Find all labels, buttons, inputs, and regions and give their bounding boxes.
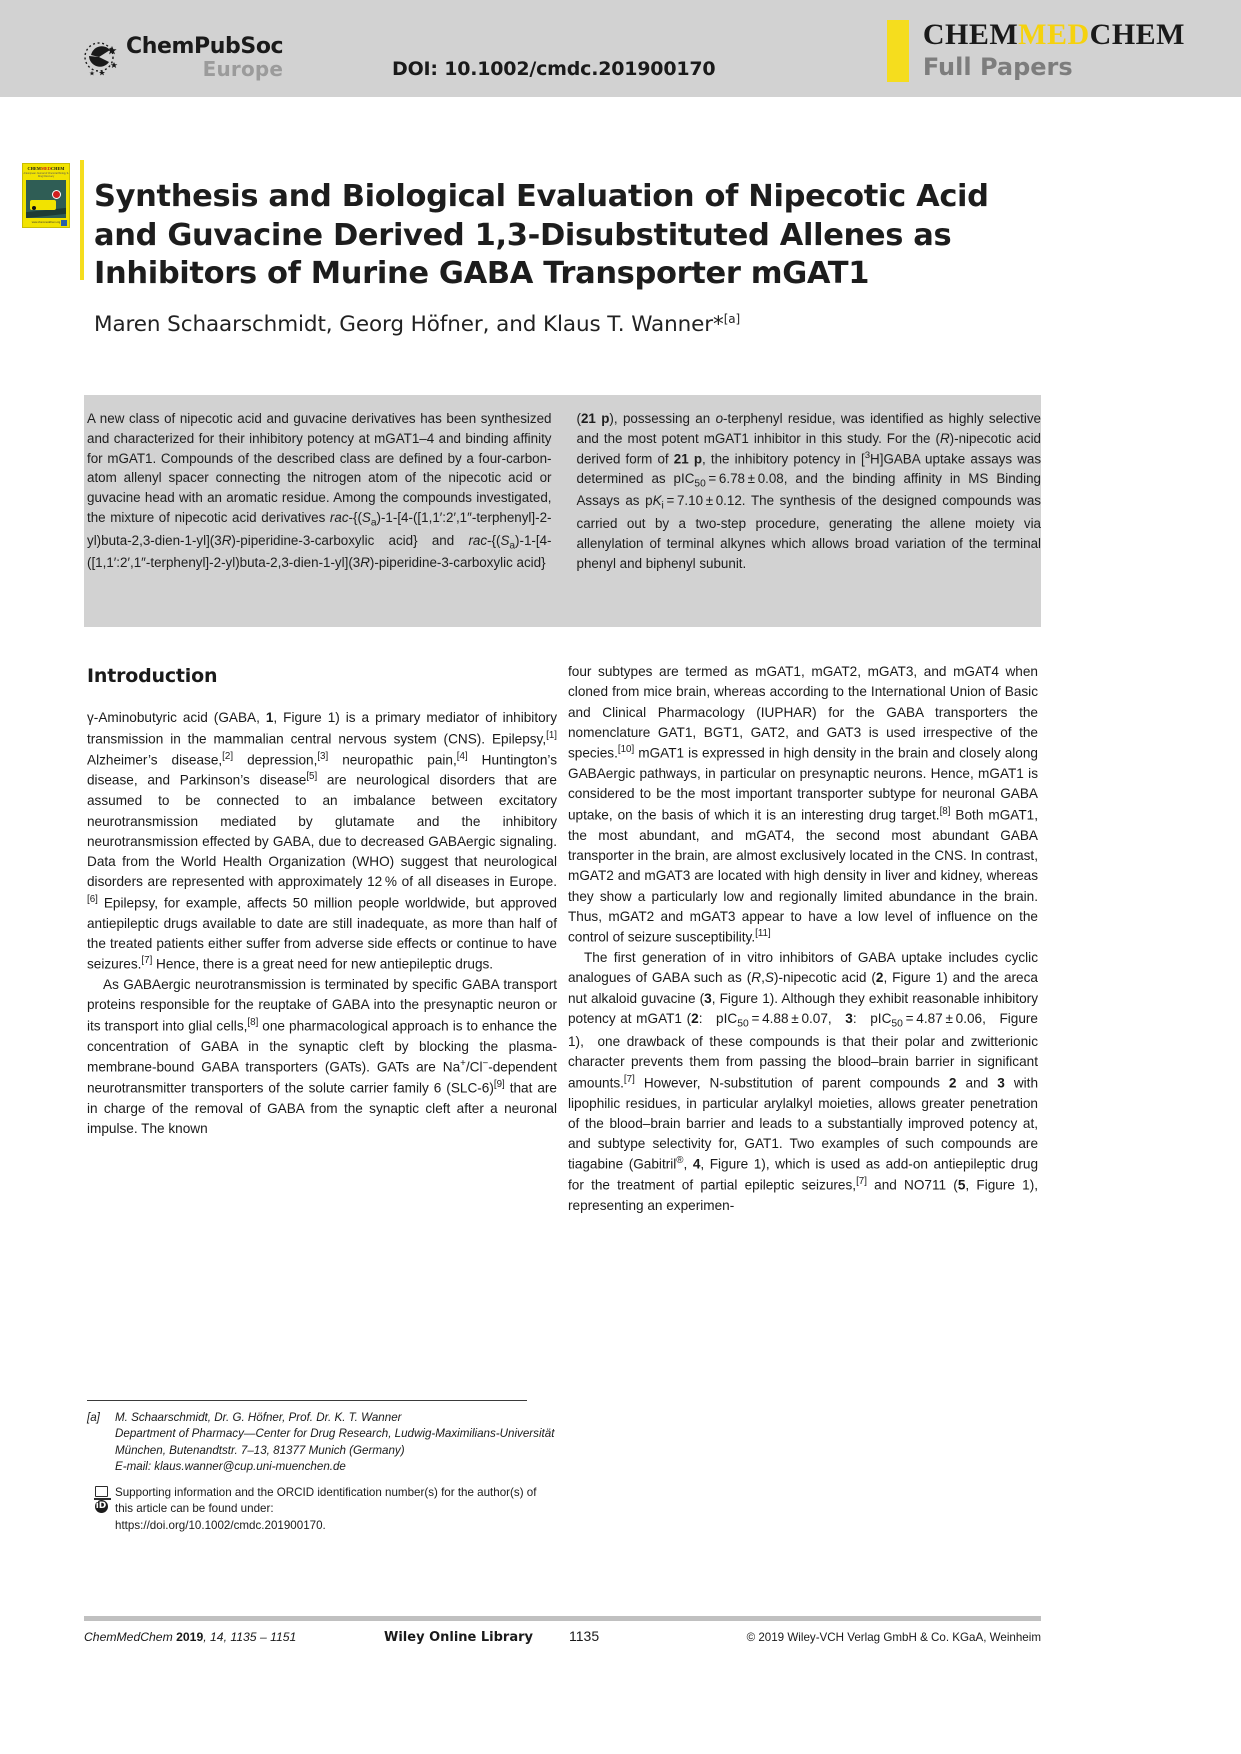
body-column-right	[568, 662, 1038, 1216]
journal-title-chem2: CHEM	[1089, 18, 1185, 51]
yellow-accent-bar	[887, 20, 909, 82]
intro-paragraph-2: As GABAergic neurotransmission is terminated by specific GABA transport proteins responsible for the reuptake of GABA into the presynaptic neuron or its transport into glial cells,[8] one pharmacological approach is to enhance the concentration of GABA in the synaptic cleft by blocking the plasma-membrane-bound GABA transporters (GATs). GATs are Na+/Cl−-dependent neurotransmitter transporters of the solute carrier family 6 (SLC-6)[9] that are in charge of the removal of GABA from the synaptic cleft after a neuronal impulse. The known	[87, 977, 557, 1136]
page-footer	[84, 1628, 1041, 1645]
cover-masthead	[23, 166, 69, 171]
footnote-affiliation-body	[115, 1410, 557, 1476]
cover-subtitle: A European Journal of Chemical Biology & Drug Discovery	[23, 172, 69, 178]
title-accent-rule	[80, 160, 84, 280]
abstract-box	[84, 395, 1041, 627]
chempubsoc-logo-group	[82, 36, 283, 79]
journal-masthead	[887, 20, 1185, 82]
footer-divider	[84, 1616, 1041, 1621]
footer-journal-name: ChemMedChem	[84, 1630, 173, 1644]
orcid-icon: iD	[95, 1500, 107, 1511]
journal-title-chem: CHEM	[922, 18, 1019, 51]
footer-page-number: 1135	[569, 1628, 600, 1644]
article-type-label: Full Papers	[922, 53, 1073, 81]
cover-chem2: CHEM	[51, 166, 65, 171]
author-list	[94, 312, 994, 337]
footnote-authors: M. Schaarschmidt, Dr. G. Höfner, Prof. Dr. K. T. Wanner	[115, 1411, 402, 1424]
footnote-email: E-mail: klaus.wanner@cup.uni-muenchen.de	[115, 1460, 346, 1474]
chempubsoc-checkmark-icon	[82, 38, 122, 78]
cover-chem: CHEM	[27, 166, 41, 171]
footer-year: 2019	[176, 1630, 204, 1644]
supporting-information-icon	[95, 1486, 108, 1497]
cover-sign-shape	[52, 190, 61, 199]
body-column-left	[87, 662, 557, 1139]
abstract-column-right: (21 p), possessing an o-terphenyl residue, was identified as highly selective and the most potent mGAT1 inhibitor in this study. For the (R)-nipecotic acid derived form of 21 p, the inhibitory potency in [$^3$H]GABA uptake assays was determined as pIC$_{50}$ = 6.78 ± 0.08, and the binding affinity in MS Binding Assays as $pK_i = 7.10 \pm 0.12$. The synthesis of the designed compounds was carried out by a two-step procedure, generating the allene moiety via allenylation of terminal alkynes which allows broad variation of the terminal phenyl and biphenyl subunit.	[576, 411, 1042, 571]
cover-artwork	[26, 180, 66, 218]
cover-badge	[61, 220, 67, 226]
page-header-bar	[0, 0, 1241, 97]
publisher-region: Europe	[202, 57, 284, 81]
intro-right-paragraph-2: The first generation of in vitro inhibitors of GABA uptake includes cyclic analogues of GABA such as (R,S)-nipecotic acid (2, Figure 1) and the areca nut alkaloid guvacine (3, Figure 1). Although they exhibit reasonable inhibitory potency at mGAT1 (2: pIC$_{50}$ = 4.88 ± 0.07, 3: pIC$_{50}$ = 4.87 ± 0.06, Figure 1), one drawback of these compounds is that their polar and zwitterionic character prevents them from passing the blood–brain barrier in significant amounts.[7] However, N-substitution of parent compounds 2 and 3 with lipophilic residues, in particular arylalkyl moieties, allows greater penetration of the blood–brain barrier and leads to a substantially improved potency at, and subtype selectivity for, GAT1. Two examples of such compounds are tiagabine (Gabitril®, 4, Figure 1), which is used as add-on antiepileptic drug for the treatment of partial epileptic seizures,[7] and NO711 (5, Figure 1), representing an experimen-	[568, 949, 1039, 1214]
footnote-icon-group	[87, 1485, 115, 1534]
author-names: Maren Schaarschmidt, Georg Höfner, and Klaus T. Wanner*	[94, 312, 724, 338]
footer-library-link[interactable]: Wiley Online Library	[384, 1630, 533, 1645]
footnote-tag: [a]	[87, 1411, 100, 1424]
footnote-support-row	[87, 1485, 557, 1534]
publisher-name: ChemPubSoc	[126, 34, 284, 59]
affiliation-marker: [a]	[723, 312, 741, 326]
cover-med: MED	[40, 166, 52, 171]
intro-paragraph-1: γ-Aminobutyric acid (GABA, 1, Figure 1) is a primary mediator of inhibitory transmission in the mammalian central nervous system (CNS). Epilepsy,[1] Alzheimer’s disease,[2] depression,[3] neuropathic pain,[4] Huntington’s disease, and Parkinson’s disease[5] are neurological disorders that are assumed to be connected to an imbalance between excitatory neurotransmission mediated by glutamate and the inhibitory neurotransmission effected by GABA, due to decreased GABAergic signaling. Data from the World Health Organization (WHO) suggest that neurological disorders are represented with approximately 12 % of all diseases in Europe.[6] Epilepsy, for example, affects 50 million people worldwide, but approved antiepileptic drugs available to date are still inadequate, as more than half of the treated patients either suffer from adverse side effects or continue to have seizures.[7] Hence, there is a great need for new antiepileptic drugs.	[87, 710, 557, 972]
affiliation-footnote	[87, 1400, 557, 1534]
page-title: Synthesis and Biological Evaluation of Nipecotic Acid and Guvacine Derived 1,3-Disubstituted Allenes as Inhibitors of Murine GABA Transporter mGAT1	[94, 179, 989, 292]
section-heading-introduction: Introduction	[87, 665, 218, 687]
footnote-support-doi-link[interactable]: https://doi.org/10.1002/cmdc.201900170.	[115, 1518, 326, 1532]
footnote-support-body	[115, 1485, 557, 1534]
journal-title	[923, 20, 1185, 50]
footnote-affiliation-row	[87, 1410, 557, 1476]
footnote-divider	[87, 1400, 527, 1401]
footer-copyright: © 2019 Wiley-VCH Verlag GmbH & Co. KGaA, Weinheim	[746, 1631, 1041, 1644]
journal-title-med: MED	[1018, 18, 1090, 51]
chempubsoc-wordmark	[126, 36, 283, 79]
footer-citation-rest: , 14, 1135 – 1151	[203, 1630, 297, 1644]
footer-citation	[84, 1630, 384, 1644]
footnote-department: Department of Pharmacy—Center for Drug Research, Ludwig-Maximilians-Universität München, Butenandtstr. 7–13, 81377 Munich (Germany)	[115, 1427, 555, 1457]
cover-footer-url: www.chemmedchem.org	[31, 221, 61, 224]
doi-text: DOI: 10.1002/cmdc.201900170	[392, 58, 716, 80]
footnote-support-text: Supporting information and the ORCID identification number(s) for the author(s) of this article can be found under:	[115, 1485, 537, 1516]
journal-cover-thumbnail	[22, 163, 70, 228]
abstract-column-left: A new class of nipecotic acid and guvacine derivatives has been synthesized and characterized for their inhibitory potency at mGAT1–4 and binding affinity for mGAT1. Compounds of the described class are defined by a four-carbon-atom allenyl spacer connecting the nitrogen atom of the nipecotic acid or guvacine head with an aromatic residue. Among the compounds investigated, the mixture of nipecotic acid derivatives rac-{$(S_a)-1-[4-([1,1':2',1''-terphenyl]-2-yl)buta-2,3-dien-1-yl](3R)-piperidine-3$-carboxylic acid} and rac-{$(S_a)-1-[4-([1,1':2',1''-terphenyl]-2-yl)buta-2,3-dien-1-yl](3R)-piperidine-3$-carboxylic acid}	[87, 411, 552, 571]
cover-bus-shape	[30, 200, 56, 210]
intro-right-paragraph-1: four subtypes are termed as mGAT1, mGAT2, mGAT3, and mGAT4 when cloned from mice brain, whereas according to the International Union of Basic and Clinical Pharmacology (IUPHAR) for the GABA transporters the nomenclature GAT1, BGT1, GAT2, and GAT3 is used irrespective of the species.[10] mGAT1 is expressed in high density in the brain and closely along GABAergic pathways, in particular on presynaptic neurons. Hence, mGAT1 is considered to be the most important transporter subtype for neuronal GABA uptake, on the basis of which it is an interesting drug target.[8] Both mGAT1, the most abundant, and mGAT4, the second most abundant GABA transporter in the brain, are almost exclusively located in the CNS. In contrast, mGAT2 and mGAT3 are located with high density in liver and kidney, whereas they show a particularly low and regionally limited abundance in the brain. Thus, mGAT2 and mGAT3 appear to have a low level of influence on the control of seizure susceptibility.[11]	[568, 664, 1038, 945]
